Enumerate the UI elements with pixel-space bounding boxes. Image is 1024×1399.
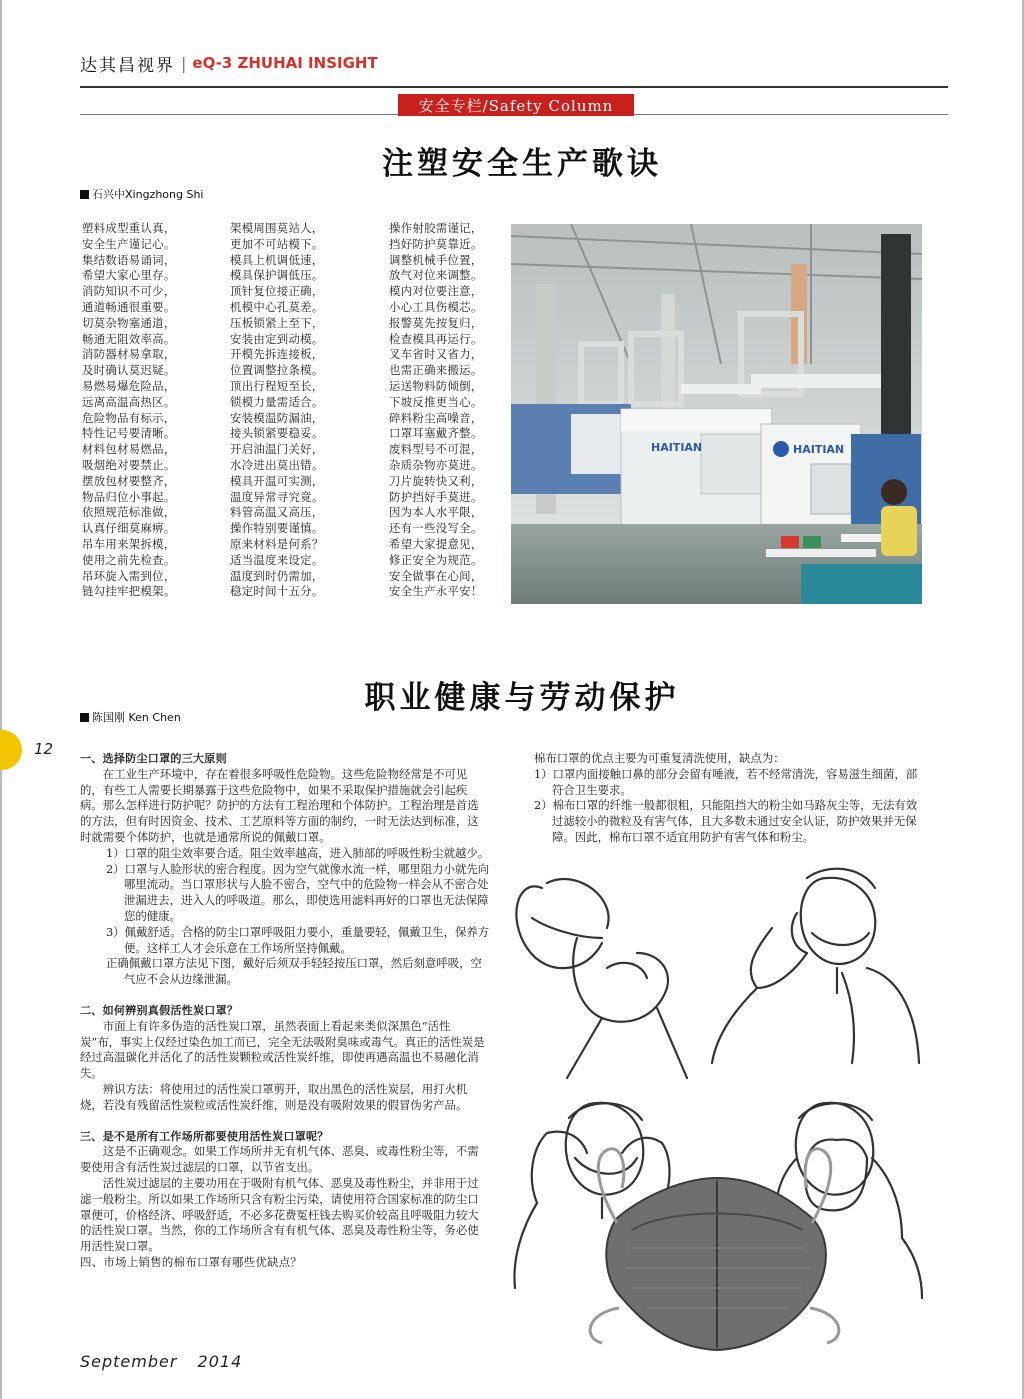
dust-mask-product-icon bbox=[590, 1149, 839, 1350]
poem-line: 安全做事在心间， bbox=[389, 568, 483, 583]
poem-line: 摆放包材要整齐， bbox=[82, 473, 176, 488]
page-number: 12 bbox=[34, 740, 54, 758]
paragraph: 棉布口罩的优点主要为可重复清洗使用，缺点为： bbox=[534, 751, 785, 765]
magazine-name-en: eQ-3 ZHUHAI INSIGHT bbox=[192, 54, 378, 72]
article2-byline bbox=[80, 709, 181, 725]
section-heading: 二、如何辨别真假活性炭口罩？ bbox=[80, 1003, 239, 1017]
poem-line: 希望大家心里存。 bbox=[82, 268, 176, 283]
list-item: 3）佩戴舒适。合格的防尘口罩呼吸阻力要小，重量要轻，佩戴卫生，保养方便。这样工人才会乐意在工作场所坚持佩戴。 bbox=[106, 924, 490, 955]
poem-line: 危险物品有标示， bbox=[82, 410, 176, 425]
poem-line: 位置调整拉条模。 bbox=[230, 363, 324, 378]
poem-line: 消防知识不可少， bbox=[82, 284, 176, 299]
poem-line: 温度异常寻究竟。 bbox=[230, 489, 324, 504]
poem-line: 集结数语易诵词， bbox=[82, 252, 176, 267]
poem-line: 操作射胶需谨记， bbox=[389, 221, 483, 235]
article1-author: 石兴中Xingzhong Shi bbox=[92, 188, 204, 201]
poem-line: 畅通无阻效率高。 bbox=[82, 331, 176, 346]
section-heading: 四、市场上销售的棉布口罩有哪些优缺点？ bbox=[80, 1254, 303, 1269]
poem-line: 检查模具再运行。 bbox=[389, 331, 483, 346]
poem-line: 链勾挂牢把模架。 bbox=[82, 584, 176, 599]
page-footer bbox=[80, 1352, 256, 1371]
poem-line: 消防器材易拿取， bbox=[82, 347, 176, 362]
poem-line: 操作特别要谨慎。 bbox=[230, 521, 324, 536]
section-heading: 一、选择防尘口罩的三大原则 bbox=[80, 752, 227, 765]
poem-line: 物品归位小事起。 bbox=[82, 489, 176, 504]
poem-line: 机模中心孔莫差。 bbox=[230, 299, 324, 314]
poem-line: 吊环旋入需到位， bbox=[82, 568, 176, 583]
poem-line: 吸烟绝对要禁止。 bbox=[82, 457, 176, 472]
poem-line: 及时确认莫迟疑。 bbox=[82, 363, 176, 378]
poem-line: 开启油温门关好， bbox=[230, 442, 324, 457]
poem-line: 更加不可站模下。 bbox=[230, 236, 324, 251]
poem-line: 切莫杂物塞通道， bbox=[82, 315, 176, 330]
poem-line: 易燃易爆危险品， bbox=[82, 378, 176, 393]
column-tag: 安全专栏/Safety Column bbox=[398, 94, 634, 116]
poem-line: 安装模温防漏油， bbox=[230, 410, 324, 425]
brand-label-1: HAITIAN bbox=[651, 441, 703, 454]
poem-line: 口罩耳塞戴齐整。 bbox=[389, 426, 483, 441]
poem-line: 锁模力量需适合。 bbox=[230, 394, 324, 409]
page-header bbox=[80, 50, 378, 76]
step1-hand-mask-icon bbox=[516, 879, 687, 1078]
poem-line: 压板锁紧上至下， bbox=[230, 315, 324, 330]
article2-author: 陈国刚 Ken Chen bbox=[92, 711, 181, 724]
list-item: 1）口罩内面接触口鼻的部分会留有唾液，若不经常清洗，容易滋生细菌，部符合卫生要求。 bbox=[534, 766, 918, 797]
byline-square-icon bbox=[80, 190, 89, 199]
list-item: 1）口罩的阻尘效率要合适。阻尘效率越高，进入肺部的呼吸性粉尘就越少。 bbox=[106, 845, 490, 860]
poem-column-3 bbox=[389, 221, 509, 600]
poem-line: 修正安全为规范。 bbox=[389, 552, 483, 567]
poem-line: 小心工具伤模芯。 bbox=[389, 299, 483, 314]
poem-line: 运送物料防倾倒， bbox=[389, 378, 483, 393]
list-item: 2）棉布口罩的纤维一般都很粗，只能阻挡大的粉尘如马路灰尘等，无法有效过滤较小的微粒及有害气体，且大多数未通过安全认证，防护效果并无保障。因此，棉布口罩不适宜用防护有害气体和粉尘。 bbox=[534, 798, 918, 844]
poem-line: 模具保护调低压。 bbox=[230, 268, 324, 283]
paragraph: 这是不正确观念。如果工作场所并无有机气体、恶臭、或毒性粉尘等，不需要使用含有活性炭过滤层的口罩，以节省支出。 bbox=[80, 1144, 479, 1175]
poem-line: 放气对位来调整。 bbox=[389, 268, 483, 283]
poem-line: 稳定时间十五分。 bbox=[230, 584, 324, 599]
poem-line: 适当温度来设定。 bbox=[230, 552, 324, 567]
paragraph: 活性炭过滤层的主要功用在于吸附有机气体、恶臭及毒性粉尘，并非用于过滤一般粉尘。所以如果工作场所只含有粉尘污染，请使用符合国家标准的防尘口罩便可，价格经济、呼吸舒适，不必多花费冤枉钱去购买价较高且呼吸阻力较大的活性炭口罩。当然，你的工作场所含有有机气体、恶臭及毒性粉尘等，务必使用活性炭口罩。 bbox=[80, 1175, 479, 1254]
article2-left-column bbox=[80, 751, 490, 1271]
paragraph: 在工业生产环境中，存在着很多呼吸性危险物。这些危险物经常是不可见的，有些工人需要长期暴露于这些危险物中，如果不采取保护措施就会引起疾病。那么怎样进行防护呢？防护的方法有工程治理和个体防护。工程治理是首选的方法，但有时因资金、技术、工艺原料等方面的制约，一时无法达到标准，这时就需要个体防护，也就是通常所说的佩戴口罩。 bbox=[80, 766, 479, 844]
poem-line: 远离高温高热区。 bbox=[82, 394, 176, 409]
poem-line: 使用之前先检查。 bbox=[82, 552, 176, 567]
poem-column-1 bbox=[82, 221, 222, 600]
poem-line: 塑料成型重认真， bbox=[82, 221, 176, 235]
factory-photo bbox=[511, 224, 922, 604]
poem-column-2 bbox=[230, 221, 370, 600]
poem-line: 下坡反推更当心。 bbox=[389, 394, 483, 409]
poem-line: 杂质杂物亦莫进。 bbox=[389, 457, 483, 472]
poem-line: 碎料粉尘高噪音， bbox=[389, 410, 483, 425]
issue-month: September bbox=[80, 1352, 178, 1371]
poem-line: 模内对位要注意， bbox=[389, 284, 483, 299]
poem-line: 模具开温可实测， bbox=[230, 473, 324, 488]
step2-man-adjust-straps-icon bbox=[712, 869, 919, 1063]
paragraph: 正确佩戴口罩方法见下图，戴好后须双手轻轻按压口罩，然后刻意呼吸，空气应不会从边缘泄漏。 bbox=[106, 956, 482, 987]
poem-line: 水冷进出莫出错。 bbox=[230, 457, 324, 472]
poem-line: 希望大家提意见， bbox=[389, 536, 483, 551]
poem-line: 依照规范标准做， bbox=[82, 505, 176, 520]
poem-line: 通道畅通很重要。 bbox=[82, 299, 176, 314]
poem-line: 认真仔细莫麻痹。 bbox=[82, 521, 176, 536]
magazine-name-cn: 达其昌视界 bbox=[80, 55, 175, 76]
poem-line: 特性记号要清晰。 bbox=[82, 426, 176, 441]
section-heading: 三、是不是所有工作场所都要使用活性炭口罩呢？ bbox=[80, 1129, 329, 1143]
poem-line: 材料包材易燃品， bbox=[82, 442, 176, 457]
poem-line: 温度到时仍需加， bbox=[230, 568, 324, 583]
poem-line: 刀片旋转快又利， bbox=[389, 473, 483, 488]
poem-line: 废料型号不可混， bbox=[389, 442, 483, 457]
paragraph: 辨识方法：将使用过的活性炭口罩剪开，取出黑色的活性炭层，用打火机烧，若没有残留活性炭粒或活性炭纤维，则是没有吸附效果的假冒伪劣产品。 bbox=[80, 1081, 468, 1112]
poem-line: 防护挡好手莫进。 bbox=[389, 489, 483, 504]
poem-line: 叉车省时又省力， bbox=[389, 347, 483, 362]
issue-year: 2014 bbox=[197, 1352, 243, 1371]
poem-line: 安全生产谨记心。 bbox=[82, 236, 176, 251]
poem-line: 架模周围莫站人， bbox=[230, 221, 324, 235]
paragraph: 市面上有许多伪造的活性炭口罩，虽然表面上看起来类似深黑色“活性炭”布，事实上仅经过染色加工而已，完全无法吸附臭味或毒气。真正的活性炭是经过高温碳化并活化了的活性炭颗粒或活性炭纤维，即使再遇高温也不易融化消失。 bbox=[80, 1018, 485, 1081]
article1-title: 注塑安全生产歌诀 bbox=[382, 146, 662, 182]
poem-line: 原来材料是何系？ bbox=[230, 536, 324, 551]
poem-line: 开模先拆连接板， bbox=[230, 347, 324, 362]
article2-title: 职业健康与劳动保护 bbox=[364, 680, 680, 716]
poem-line: 模具上机调低速， bbox=[230, 252, 324, 267]
poem-line: 报警莫先按复归， bbox=[389, 315, 483, 330]
page-number-tab bbox=[0, 730, 22, 770]
brand-label-2: HAITIAN bbox=[793, 443, 845, 456]
poem-line: 吊车用来架拆模， bbox=[82, 536, 176, 551]
poem-line: 料管高温又高压， bbox=[230, 505, 324, 520]
poem-line: 安装由定到动模。 bbox=[230, 331, 324, 346]
mask-steps-drawing bbox=[507, 858, 927, 1358]
poem-line: 调整机械手位置， bbox=[389, 252, 483, 267]
header-rule bbox=[80, 86, 948, 88]
mask-wearing-illustrations bbox=[507, 858, 927, 1358]
article1-byline bbox=[80, 186, 203, 202]
list-item: 2）口罩与人脸形状的密合程度。因为空气就像水流一样，哪里阻力小就先向哪里流动。当口罩形状与人脸不密合，空气中的危险物一样会从不密合处泄漏进去，进入人的呼吸道。那么，即使选用滤料再好的口罩也无法保障您的健康。 bbox=[106, 861, 490, 923]
byline-square-icon bbox=[80, 713, 89, 722]
poem-line: 还有一些没写全。 bbox=[389, 521, 483, 536]
poem-line: 挡好防护莫靠近。 bbox=[389, 236, 483, 251]
poem-line: 因为本人水平限， bbox=[389, 505, 483, 520]
injection-molding-machines-illustration bbox=[511, 224, 922, 604]
poem-line: 安全生产永平安！ bbox=[389, 584, 483, 599]
poem-line: 顶出行程短至长， bbox=[230, 378, 324, 393]
article2-right-column bbox=[534, 751, 926, 846]
poem-line: 顶针复位接正确， bbox=[230, 284, 324, 299]
poem-line: 接头锁紧要稳妥。 bbox=[230, 426, 324, 441]
header-separator: | bbox=[181, 53, 187, 73]
poem-line: 也需正确来搬运。 bbox=[389, 363, 483, 378]
